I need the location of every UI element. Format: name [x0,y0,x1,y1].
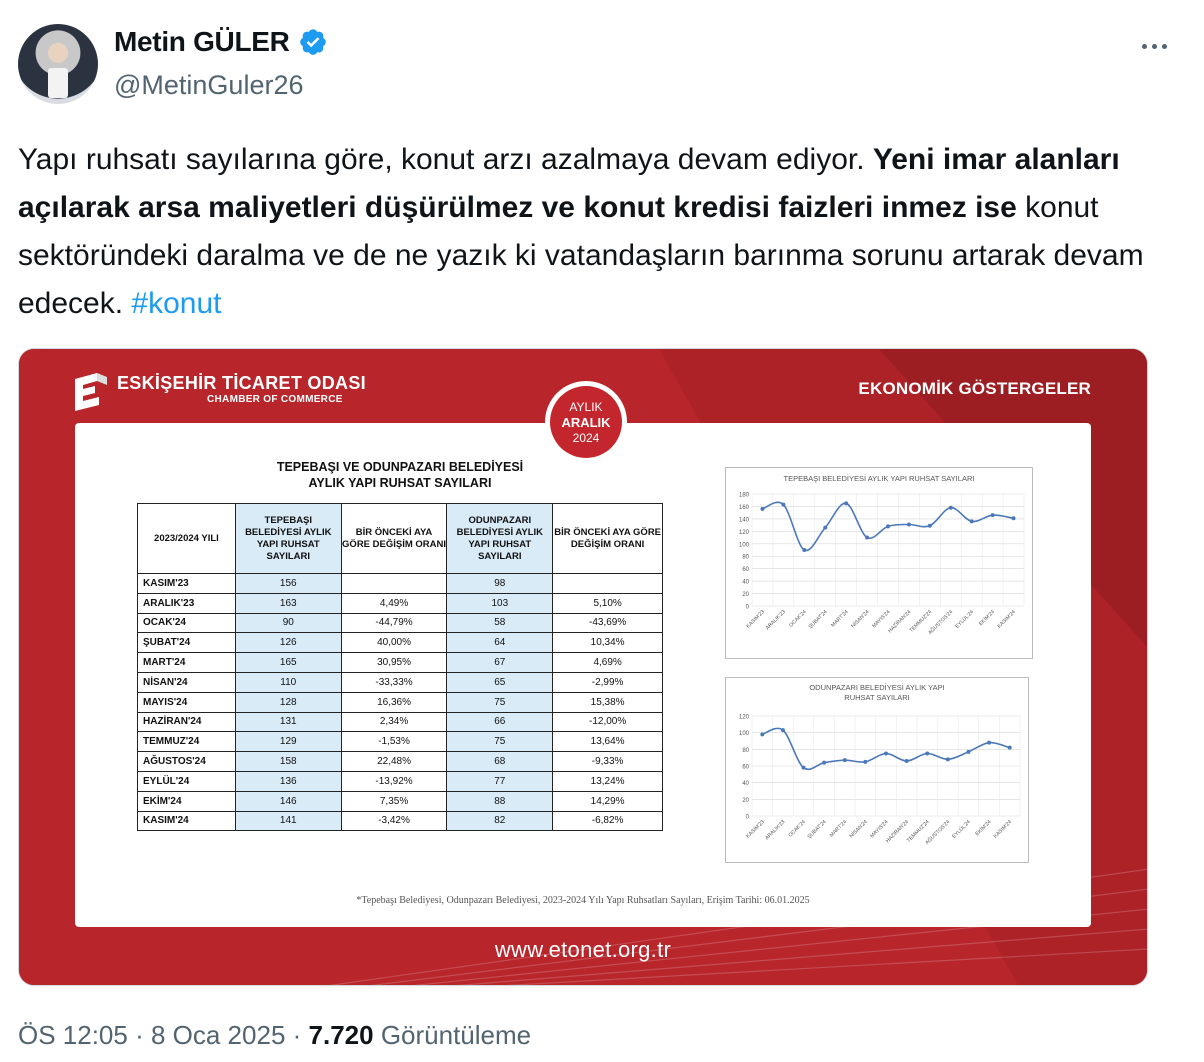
tweet-date[interactable]: 8 Oca 2025 [150,1020,286,1050]
x-tick-label: MART'24 [828,819,849,839]
cell-tepebasi: 129 [235,732,341,752]
avatar[interactable] [18,24,98,104]
cell-month: EKİM'24 [138,791,236,811]
cell-month: MART'24 [138,653,236,673]
data-point [863,760,867,764]
cell-change-1: 4,49% [341,593,447,613]
view-count: 7.720 [308,1020,374,1050]
table-row [138,574,663,594]
view-label: Görüntüleme [373,1020,532,1050]
chart-odunpazari [725,677,1029,863]
display-name[interactable]: Metin GÜLER [114,26,290,57]
data-point [970,519,974,523]
x-tick-label: MAYIS'24 [871,609,892,630]
cell-month: EYLÜL'24 [138,771,236,791]
data-point [991,513,995,517]
hashtag-link[interactable]: #konut [131,287,222,320]
table-row [138,752,663,772]
y-tick-label: 120 [738,529,749,536]
x-tick-label: ŞUBAT'24 [807,609,829,631]
y-tick-label: 160 [738,504,749,511]
cell-tepebasi: 165 [235,653,341,673]
data-point [1008,746,1012,750]
x-tick-label: EYLÜL'24 [951,819,972,840]
chart-title: TEPEBAŞI BELEDİYESİ AYLIK YAPI RUHSAT SAYILARI [783,474,975,483]
permit-table [137,503,663,831]
x-tick-label: KASIM'23 [745,609,766,630]
data-point [925,752,929,756]
cell-odunpazari: 75 [447,692,553,712]
x-tick-label: AĞUSTOS'24 [927,609,955,637]
y-tick-label: 80 [742,747,749,754]
data-point [843,758,847,762]
x-tick-label: ARALIK'23 [764,819,787,842]
x-tick-label: KASIM'24 [996,609,1017,630]
org-name: ESKİŞEHİR TİCARET ODASI [117,373,366,393]
cell-change-1: -1,53% [341,732,447,752]
cell-month: HAZİRAN'24 [138,712,236,732]
cell-tepebasi: 156 [235,574,341,594]
y-tick-label: 180 [738,492,749,499]
cell-odunpazari: 75 [447,732,553,752]
data-point [884,752,888,756]
table-row [138,692,663,712]
table-row [138,791,663,811]
tweet-text-part: Yapı ruhsatı sayılarına göre, konut arzı azalmaya devam ediyor. [18,143,873,176]
header-change-1: BİR ÖNCEKİ AYA GÖRE DEĞİŞİM ORANI [341,504,447,574]
data-point [760,732,764,736]
data-point [802,548,806,552]
x-tick-label: KASIM'24 [992,819,1014,840]
tweet-text [18,136,1168,328]
cell-tepebasi: 163 [235,593,341,613]
data-point [781,503,785,507]
footnote: *Tepebaşı Belediyesi, Odunpazarı Belediyesi, 2023-2024 Yılı Yapı Ruhsatları Sayıları, Erişim Tarihi: 06.01.2025 [356,895,810,906]
tweet-text-bold: Yeni imar alanları açılarak arsa maliyetleri düşürülmez ve konut kredisi faizleri inmez ise [18,143,1120,224]
header-tepebasi: TEPEBAŞI BELEDİYESİ AYLIK YAPI RUHSAT SAYILARI [235,504,341,574]
data-point [823,526,827,530]
cell-change-2: -9,33% [553,752,663,772]
chart-title: RUHSAT SAYILARI [844,693,910,702]
table-row [138,672,663,692]
cell-change-1: 16,36% [341,692,447,712]
badge-line: ARALIK [561,414,611,430]
cell-change-2: 4,69% [553,653,663,673]
cell-change-1 [341,574,447,594]
name-row [114,26,328,58]
chart-tepebasi-plot [726,468,1032,658]
x-tick-label: ŞUBAT'24 [806,819,828,841]
x-tick-label: MAYIS'24 [869,819,890,840]
cell-change-2 [553,574,663,594]
cell-change-2: 5,10% [553,593,663,613]
data-point [987,741,991,745]
more-options-icon[interactable] [1136,34,1172,58]
chart-tepebasi [725,467,1033,659]
cell-odunpazari: 88 [447,791,553,811]
cell-change-2: 13,24% [553,771,663,791]
cell-change-2: 15,38% [553,692,663,712]
verified-badge-icon [298,27,328,57]
org-subtitle: CHAMBER OF COMMERCE [207,394,343,405]
y-tick-label: 60 [742,764,749,771]
cell-odunpazari: 64 [447,633,553,653]
data-point [928,524,932,528]
cell-month: NİSAN'24 [138,672,236,692]
x-tick-label: TEMMUZ'24 [905,819,931,844]
month-badge-inner [550,386,622,458]
cell-month: ARALIK'23 [138,593,236,613]
table-row [138,712,663,732]
y-tick-label: 100 [738,731,749,738]
y-tick-label: 120 [738,714,749,721]
badge-line: 2024 [572,430,600,445]
y-tick-label: 40 [742,781,749,788]
cell-month: OCAK'24 [138,613,236,633]
table-title [195,459,605,491]
cell-change-2: -43,69% [553,613,663,633]
cell-change-1: 7,35% [341,791,447,811]
x-tick-label: HAZİRAN'24 [884,819,911,845]
table-row [138,811,663,831]
cell-change-1: 22,48% [341,752,447,772]
table-row [138,633,663,653]
cell-tepebasi: 128 [235,692,341,712]
x-tick-label: KASIM'23 [745,819,766,840]
y-tick-label: 80 [742,554,749,561]
x-tick-label: TEMMUZ'24 [908,609,934,634]
cell-change-1: -44,79% [341,613,447,633]
cell-odunpazari: 67 [447,653,553,673]
tweet-header [18,22,1178,106]
cell-odunpazari: 68 [447,752,553,772]
cell-change-1: -3,42% [341,811,447,831]
x-tick-label: EYLÜL'24 [954,609,976,630]
chart-title: ODUNPAZARI BELEDİYESİ AYLIK YAPI [809,683,945,692]
cell-odunpazari: 82 [447,811,553,831]
x-tick-label: OCAK'24 [788,609,808,629]
y-tick-label: 0 [745,814,749,821]
cell-month: KASIM'23 [138,574,236,594]
cell-change-1: 2,34% [341,712,447,732]
cell-change-2: -6,82% [553,811,663,831]
cell-tepebasi: 141 [235,811,341,831]
data-point [886,524,890,528]
cell-odunpazari: 77 [447,771,553,791]
cell-month: KASIM'24 [138,811,236,831]
data-point [865,536,869,540]
x-tick-label: NİSAN'24 [850,609,871,630]
y-tick-label: 60 [742,567,749,574]
cell-tepebasi: 90 [235,613,341,633]
tweet-time[interactable]: ÖS 12:05 [18,1020,128,1050]
cell-change-2: -2,99% [553,672,663,692]
y-tick-label: 100 [738,542,749,549]
data-point [760,507,764,511]
cell-change-2: 10,34% [553,633,663,653]
tweet-meta [18,1020,531,1051]
x-tick-label: MART'24 [830,609,850,629]
table-title-line: AYLIK YAPI RUHSAT SAYILARI [308,476,492,490]
meta-separator: · [285,1020,309,1050]
tweet-text-part: konut sektöründeki daralma ve de ne yazık ki vatandaşların barınma sorunu artarak devam edecek. [18,191,1144,320]
tweet-media-image[interactable] [18,348,1148,986]
series-line [762,728,1009,769]
cell-month: TEMMUZ'24 [138,732,236,752]
cell-month: ŞUBAT'24 [138,633,236,653]
x-tick-label: HAZİRAN'24 [887,609,913,635]
data-point [1012,516,1016,520]
table-row [138,653,663,673]
y-tick-label: 0 [745,604,749,611]
meta-separator: · [127,1020,151,1050]
data-point [781,728,785,732]
data-point [822,761,826,765]
y-tick-label: 20 [742,797,749,804]
cell-change-1: 40,00% [341,633,447,653]
y-tick-label: 140 [738,517,749,524]
cell-tepebasi: 110 [235,672,341,692]
cell-change-2: 13,64% [553,732,663,752]
x-tick-label: EKİM'24 [978,609,997,628]
eto-logo-icon [71,371,111,411]
cell-tepebasi: 136 [235,771,341,791]
website-url: www.etonet.org.tr [494,937,672,962]
data-point [946,757,950,761]
x-tick-label: ARALIK'23 [764,609,787,632]
cell-odunpazari: 65 [447,672,553,692]
x-tick-label: EKİM'24 [974,819,993,838]
table-row [138,593,663,613]
cell-month: MAYIS'24 [138,692,236,712]
header-year: 2023/2024 YILI [138,504,236,574]
y-tick-label: 20 [742,592,749,599]
cell-odunpazari: 66 [447,712,553,732]
cell-change-1: -33,33% [341,672,447,692]
handle[interactable]: @MetinGuler26 [114,70,304,100]
cell-change-2: 14,29% [553,791,663,811]
header-change-2: BİR ÖNCEKİ AYA GÖRE DEĞİŞİM ORANI [553,504,663,574]
x-tick-label: AĞUSTOS'24 [924,819,952,847]
header-odunpazari: ODUNPAZARI BELEDİYESİ AYLIK YAPI RUHSAT SAYILARI [447,504,553,574]
data-point [844,501,848,505]
content-card [75,423,1091,927]
cell-odunpazari: 98 [447,574,553,594]
data-point [966,750,970,754]
cell-tepebasi: 146 [235,791,341,811]
cell-odunpazari: 58 [447,613,553,633]
x-tick-label: OCAK'24 [787,819,807,839]
cell-month: AĞUSTOS'24 [138,752,236,772]
month-badge [545,381,627,463]
cell-change-2: -12,00% [553,712,663,732]
y-tick-label: 40 [742,579,749,586]
badge-line: AYLIK [569,399,603,414]
table-row [138,613,663,633]
cell-tepebasi: 126 [235,633,341,653]
data-point [907,522,911,526]
data-point [949,506,953,510]
table-row [138,771,663,791]
data-point [802,766,806,770]
data-point [905,759,909,763]
chart-odunpazari-plot [726,678,1028,862]
x-tick-label: NİSAN'24 [848,819,869,840]
cell-change-1: 30,95% [341,653,447,673]
section-title: EKONOMİK GÖSTERGELER [858,379,1091,398]
cell-tepebasi: 131 [235,712,341,732]
cell-odunpazari: 103 [447,593,553,613]
cell-change-1: -13,92% [341,771,447,791]
table-row [138,732,663,752]
cell-tepebasi: 158 [235,752,341,772]
table-title-line: TEPEBAŞI VE ODUNPAZARI BELEDİYESİ [276,460,524,474]
